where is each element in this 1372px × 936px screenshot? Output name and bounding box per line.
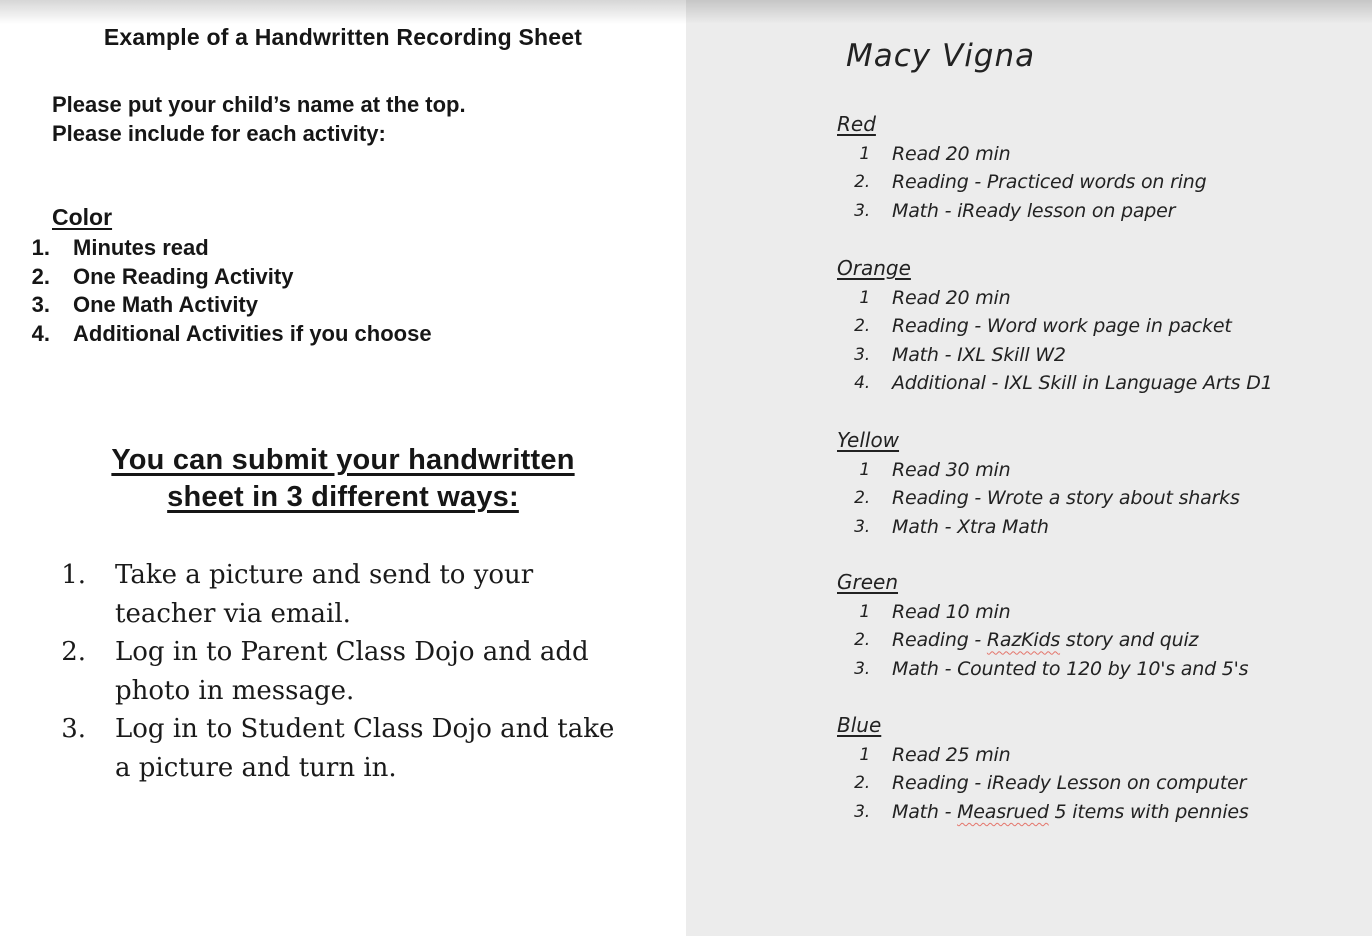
list-item [0,291,686,320]
list-text: Math - IXL Skill W2 [892,343,1066,366]
list-text: Additional Activities if you choose [73,320,432,346]
list-text: Math - Xtra Math [892,515,1049,538]
submit-heading [0,442,686,516]
submit-methods-list [0,556,660,787]
list-text: Read 10 min [892,601,1011,623]
list-marker: 2. [854,316,870,337]
section-items [686,456,1372,541]
list-item [686,484,1372,512]
list-text: Read 20 min [892,287,1011,309]
page-title: Example of a Handwritten Recording Sheet [103,24,583,50]
list-item [686,655,1372,683]
list-item [0,263,686,292]
list-item [686,456,1372,484]
list-text-line: a picture and turn in. [115,752,397,783]
list-text-line: Take a picture and send to your [115,560,534,590]
section-items [686,598,1372,683]
list-text: Read 30 min [892,459,1011,481]
list-item [0,234,686,263]
list-item [686,798,1372,826]
student-name: Macy Vigna [846,38,1036,74]
section-heading: Green [837,570,899,594]
list-text: One Math Activity [73,292,258,317]
section-items [686,140,1372,225]
list-marker: 3. [854,516,870,537]
list-marker: 2. [854,630,870,651]
list-marker: 1. [31,235,50,260]
color-list [0,234,686,348]
list-marker: 3. [31,292,50,317]
list-marker: 4. [31,320,50,346]
list-marker: 1 [859,288,870,308]
list-marker: 3. [854,200,870,221]
list-item [0,556,660,633]
recording-sheet-page [686,0,1372,936]
list-marker: 3. [854,658,870,679]
section-items [686,284,1372,398]
list-text: Reading - Word work page in packet [892,315,1232,338]
section-heading: Orange [837,256,911,280]
list-item [686,626,1372,654]
list-text: Read 20 min [892,143,1011,165]
color-heading: Color [52,204,113,230]
list-text: Read 25 min [892,744,1011,766]
list-text-segment: 5 items with pennies [1048,800,1249,823]
list-text [86,633,589,710]
list-item [686,284,1372,312]
list-text-segment: Math - [892,800,958,823]
list-text: One Reading Activity [73,263,294,289]
list-marker: 1 [859,745,870,765]
list-marker: 1 [859,602,870,622]
list-item [686,341,1372,369]
list-text [870,626,1198,654]
list-item [686,197,1372,225]
list-item [686,140,1372,168]
list-item [686,769,1372,797]
list-item [686,168,1372,196]
list-text: Reading - Wrote a story about sharks [892,487,1240,510]
list-text-line: Log in to Student Class Dojo and take [115,714,615,744]
list-marker: 2. [854,488,870,509]
list-marker: 2. [31,263,50,289]
list-text [86,556,533,633]
list-marker: 2. [854,773,870,794]
list-marker: 1 [859,144,870,164]
list-item [686,369,1372,397]
list-text: Reading - Practiced words on ring [892,171,1207,194]
list-marker: 1. [61,560,86,590]
list-item [686,741,1372,769]
list-marker: 2. [61,637,86,667]
list-marker: 2. [854,172,870,193]
list-text-line: teacher via email. [115,598,351,629]
list-text-segment: story and quiz [1060,629,1199,652]
list-text [870,798,1249,826]
intro-text [52,90,466,148]
misspelled-word: RazKids [986,629,1061,652]
list-text: Additional - IXL Skill in Language Arts D1 [892,372,1273,395]
submit-heading-line-1: You can submit your handwritten [111,444,575,476]
list-text-line: photo in message. [115,675,355,706]
list-marker: 3. [854,801,870,822]
list-item [0,710,660,787]
list-marker: 4. [854,373,870,394]
list-marker: 1 [859,460,870,480]
list-item [686,598,1372,626]
list-marker: 3. [61,714,86,744]
list-item [0,633,660,710]
list-text [86,710,614,787]
list-marker: 3. [854,344,870,365]
list-item [686,513,1372,541]
submit-heading-line-2: sheet in 3 different ways: [167,481,519,513]
section-heading: Blue [837,713,882,737]
intro-line-1: Please put your child’s name at the top. [52,92,466,117]
list-text-segment: Reading - [892,629,987,652]
section-heading: Yellow [837,428,900,452]
section-items [686,741,1372,826]
list-text-line: Log in to Parent Class Dojo and add [115,637,589,667]
misspelled-word: Measrued [957,800,1049,823]
section-heading: Red [837,112,876,136]
list-text: Minutes read [73,235,209,260]
list-text: Math - Counted to 120 by 10's and 5's [892,657,1249,680]
intro-line-2: Please include for each activity: [52,121,386,146]
list-text: Reading - iReady Lesson on computer [892,772,1247,795]
list-item [0,320,686,349]
list-text: Math - iReady lesson on paper [892,199,1176,222]
list-item [686,312,1372,340]
